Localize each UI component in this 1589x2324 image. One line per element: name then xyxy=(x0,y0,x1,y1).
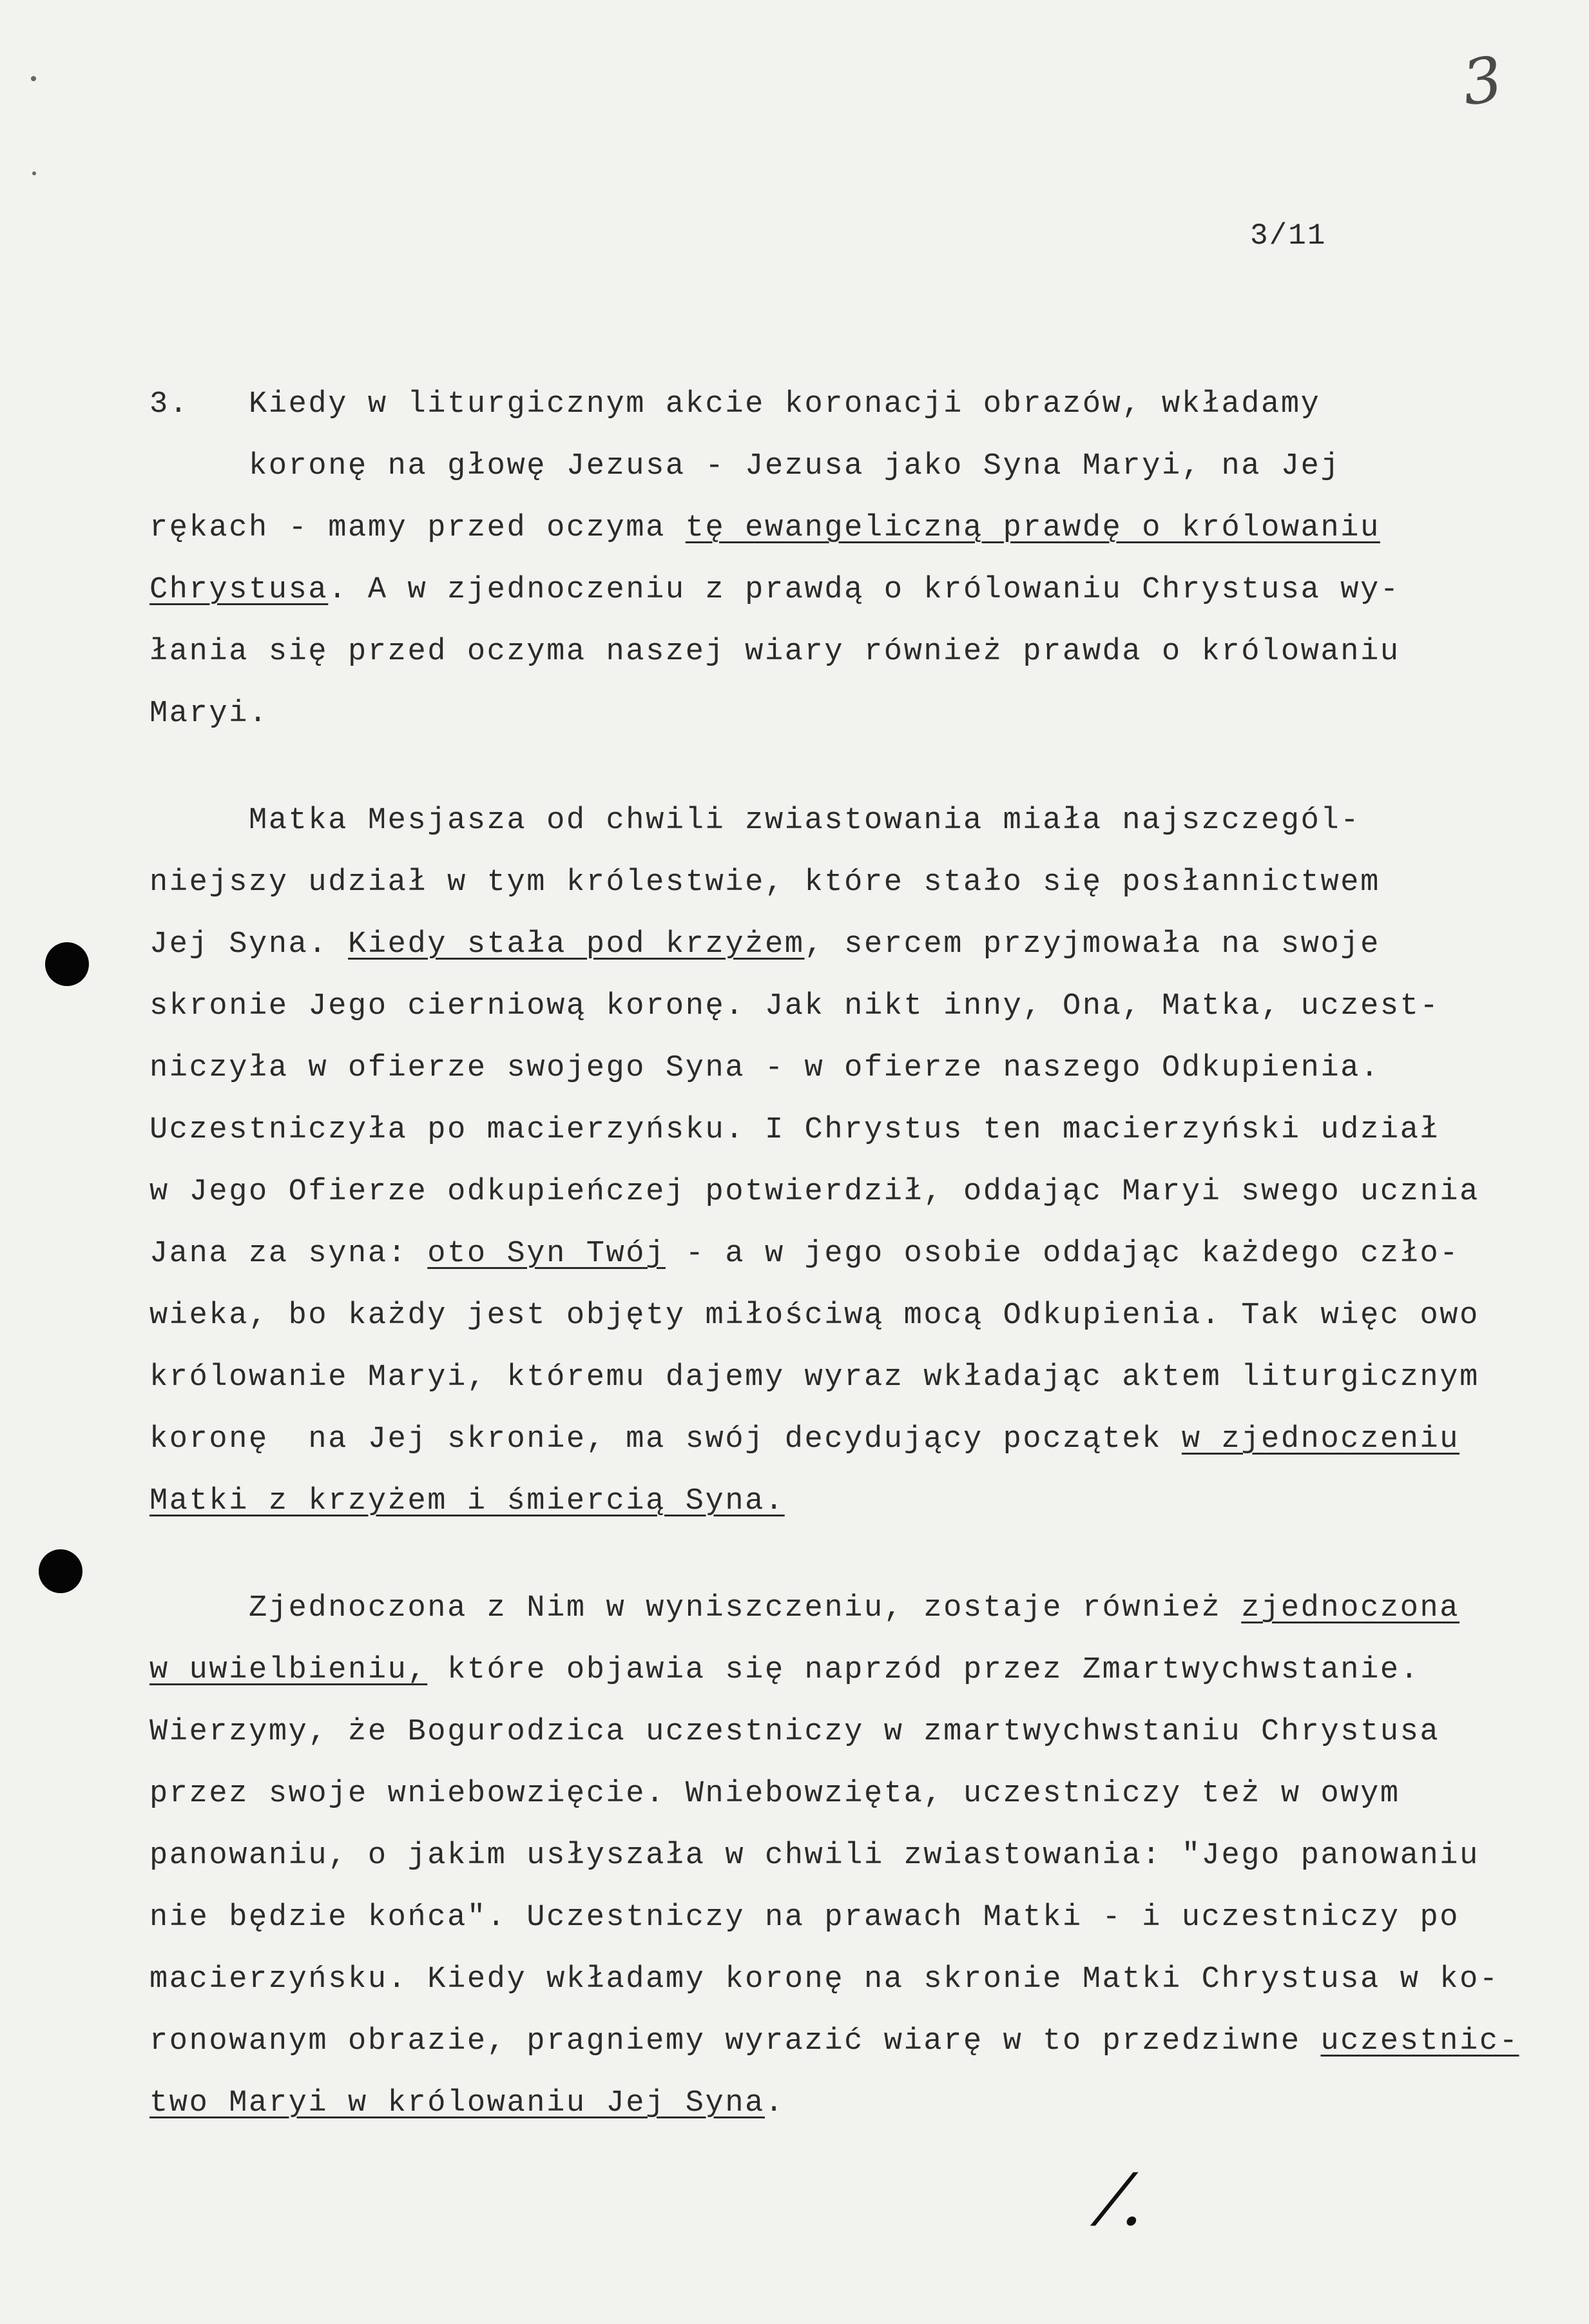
text-line xyxy=(149,1223,1503,1285)
text-run: Zjednoczona z Nim w wyniszczeniu, zostaje również xyxy=(149,1591,1242,1625)
text-run: królowanie Maryi, któremu dajemy wyraz wkładając aktem liturgicznym xyxy=(149,1361,1479,1395)
text-line xyxy=(149,2073,1503,2135)
text-line xyxy=(149,1640,1503,1701)
punch-hole-bottom xyxy=(39,1549,82,1593)
text-line xyxy=(149,1161,1503,1223)
text-line xyxy=(149,498,1503,559)
underlined-text: w zjednoczeniu xyxy=(1181,1422,1460,1457)
text-line xyxy=(149,683,1503,745)
text-line xyxy=(149,621,1503,683)
text-line xyxy=(149,1825,1503,1887)
text-run: rękach - mamy przed oczyma xyxy=(149,511,686,545)
text-line xyxy=(149,1701,1503,1763)
text-line xyxy=(149,852,1503,914)
text-run: Wierzymy, że Bogurodzica uczestniczy w zmartwychwstaniu Chrystusa xyxy=(149,1715,1440,1749)
text-run: . xyxy=(764,2086,785,2120)
text-run: nie będzie końca". Uczestniczy na prawach Matki - i uczestniczy po xyxy=(149,1901,1460,1935)
text-run: koronę na głowę Jezusa - Jezusa jako Syna Maryi, na Jej xyxy=(149,449,1341,483)
underlined-text: Matki z krzyżem i śmiercią Syna. xyxy=(149,1484,785,1518)
text-line xyxy=(149,1471,1503,1533)
text-run: . A w zjednoczeniu z prawdą o królowaniu Chrystusa wy- xyxy=(328,573,1400,607)
text-run: niejszy udział w tym królestwie, które stało się posłannictwem xyxy=(149,866,1380,900)
text-line xyxy=(149,1949,1503,2011)
text-line xyxy=(149,559,1503,621)
handwritten-page-number: 3 xyxy=(1458,43,1507,120)
margin-speck xyxy=(32,171,36,175)
text-run: w Jego Ofierze odkupieńczej potwierdził, oddając Maryi swego ucznia xyxy=(149,1175,1479,1209)
page-number: 3/11 xyxy=(1250,219,1327,253)
text-line xyxy=(149,1578,1503,1640)
underlined-text: Kiedy stała pod krzyżem xyxy=(348,927,805,962)
text-run: które objawia się naprzód przez Zmartwychwstanie. xyxy=(427,1653,1420,1687)
underlined-text: w uwielbieniu, xyxy=(149,1653,428,1687)
underlined-text: uczestnic- xyxy=(1320,2024,1519,2058)
text-run: niczyła w ofierze swojego Syna - w ofierze naszego Odkupienia. xyxy=(149,1051,1380,1085)
text-line xyxy=(149,1285,1503,1347)
text-run: Jana za syna: xyxy=(149,1237,428,1271)
text-line xyxy=(149,1099,1503,1161)
underlined-text: two Maryi w królowaniu Jej Syna xyxy=(149,2086,765,2120)
text-run: 3. Kiedy w liturgicznym akcie koronacji obrazów, wkładamy xyxy=(149,387,1321,421)
text-run: panowaniu, o jakim usłyszała w chwili zwiastowania: "Jego panowaniu xyxy=(149,1839,1479,1873)
underlined-text: zjednoczona xyxy=(1241,1591,1460,1625)
text-run: Matka Mesjasza od chwili zwiastowania miała najszczegól- xyxy=(149,804,1361,838)
text-run: łania się przed oczyma naszej wiary również prawda o królowaniu xyxy=(149,635,1400,669)
text-line xyxy=(149,374,1503,436)
paragraph xyxy=(149,374,1503,745)
text-line xyxy=(149,2011,1519,2073)
margin-speck xyxy=(31,76,36,81)
text-line xyxy=(149,1038,1503,1099)
punch-hole-top xyxy=(45,942,89,986)
text-run: Maryi. xyxy=(149,697,269,731)
text-run: , sercem przyjmowała na swoje xyxy=(804,927,1380,962)
text-run: ronowanym obrazie, pragniemy wyrazić wiarę w to przedziwne xyxy=(149,2024,1321,2058)
text-line xyxy=(149,1763,1503,1825)
text-run: Uczestniczyła po macierzyńsku. I Chrystus ten macierzyński udział xyxy=(149,1113,1440,1147)
paragraph-gap xyxy=(149,1533,1503,1578)
paragraph xyxy=(149,1578,1519,2135)
underlined-text: Chrystusa xyxy=(149,573,329,607)
text-line xyxy=(149,914,1503,976)
text-line xyxy=(149,790,1503,852)
text-line xyxy=(149,1409,1503,1471)
text-run: koronę na Jej skronie, ma swój decydujący początek xyxy=(149,1422,1182,1457)
paragraph xyxy=(149,790,1503,1533)
underlined-text: tę ewangeliczną prawdę o królowaniu xyxy=(685,511,1380,545)
text-run: wieka, bo każdy jest objęty miłościwą mocą Odkupienia. Tak więc owo xyxy=(149,1299,1479,1333)
text-run: - a w jego osobie oddając każdego czło- xyxy=(665,1237,1460,1271)
paragraph-gap xyxy=(149,745,1503,790)
text-line xyxy=(149,1887,1503,1949)
text-run: skronie Jego cierniową koronę. Jak nikt inny, Ona, Matka, uczest- xyxy=(149,989,1440,1023)
document-body xyxy=(149,374,1519,2135)
text-run: Jej Syna. xyxy=(149,927,349,962)
text-line xyxy=(149,436,1503,498)
text-run: przez swoje wniebowzięcie. Wniebowzięta, uczestniczy też w owym xyxy=(149,1777,1400,1811)
continuation-mark: ⁄. xyxy=(1108,2159,1143,2242)
text-run: macierzyńsku. Kiedy wkładamy koronę na skronie Matki Chrystusa w ko- xyxy=(149,1962,1499,1997)
text-line xyxy=(149,1347,1503,1409)
underlined-text: oto Syn Twój xyxy=(427,1237,666,1271)
text-line xyxy=(149,976,1503,1038)
